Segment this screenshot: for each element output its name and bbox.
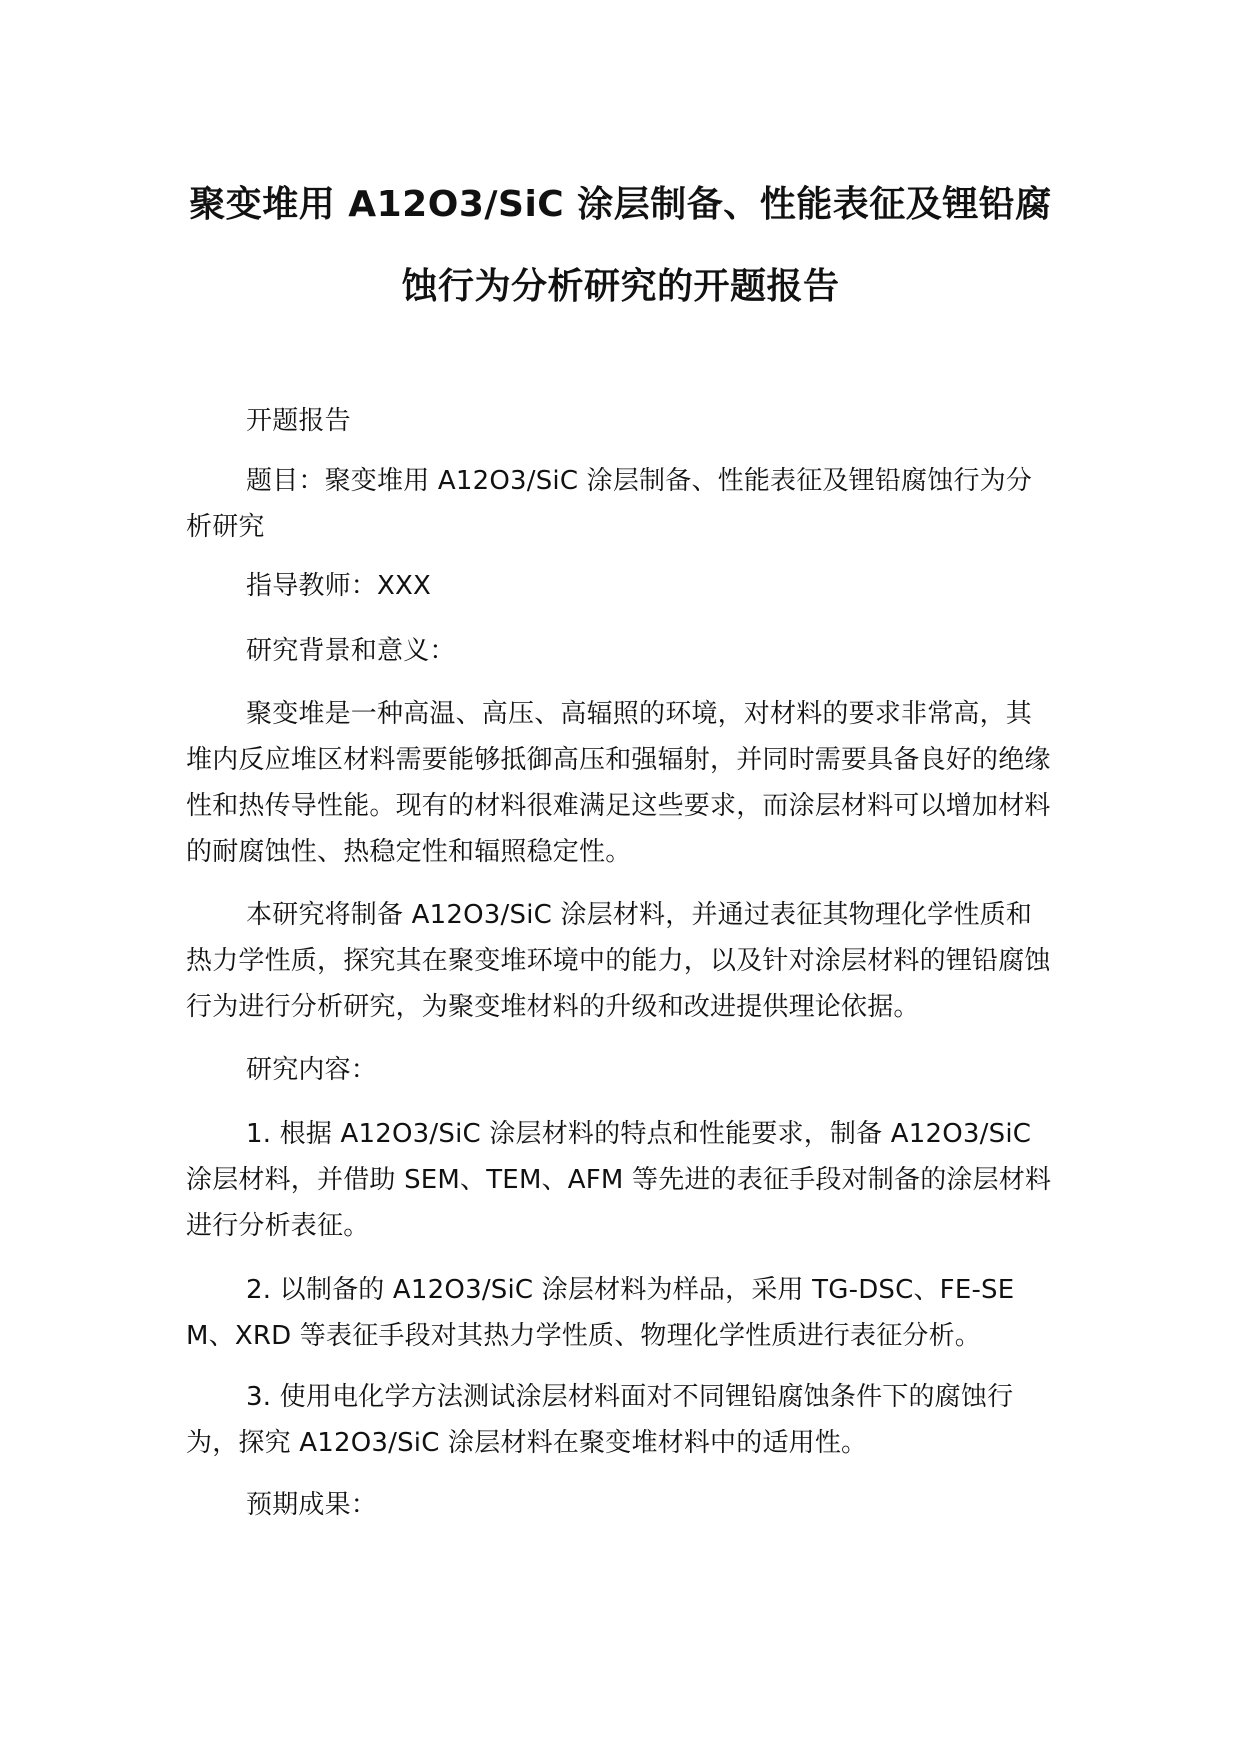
document-title-line-1: 聚变堆用 A12O3/SiC 涂层制备、性能表征及锂铅腐 [189,184,1052,225]
content-item-3: 3. 使用电化学方法测试涂层材料面对不同锂铅腐蚀条件下的腐蚀行为，探究 A12O3/SiC 涂层材料在聚变堆材料中的适用性。 [186,1382,1014,1458]
document-title-line-2: 蚀行为分析研究的开题报告 [401,266,840,307]
field-advisor: 指导教师：XXX [246,571,432,601]
content-item-2: 2. 以制备的 A12O3/SiC 涂层材料为样品，采用 TG-DSC、FE-SEM、XRD 等表征手段对其热力学性质、物理化学性质进行表征分析。 [186,1275,1015,1351]
heading-proposal-report: 开题报告 [246,406,351,436]
paragraph-background: 聚变堆是一种高温、高压、高辐照的环境，对材料的要求非常高，其堆内反应堆区材料需要能够抵御高压和强辐射，并同时需要具备良好的绝缘性和热传导性能。现有的材料很难满足这些要求，而涂层材料可以增加材料的耐腐蚀性、热稳定性和辐照稳定性。 [186,699,1051,867]
paragraph-significance: 本研究将制备 A12O3/SiC 涂层材料，并通过表征其物理化学性质和热力学性质，探究其在聚变堆环境中的能力，以及针对涂层材料的锂铅腐蚀行为进行分析研究，为聚变堆材料的升级和改进提供理论依据。 [186,900,1051,1022]
section-heading-content: 研究内容： [246,1055,378,1085]
content-item-1: 1. 根据 A12O3/SiC 涂层材料的特点和性能要求，制备 A12O3/SiC 涂层材料，并借助 SEM、TEM、AFM 等先进的表征手段对制备的涂层材料进行分析表征。 [186,1119,1052,1241]
section-heading-expected-results: 预期成果： [246,1490,378,1520]
section-heading-background: 研究背景和意义： [246,636,456,666]
field-topic: 题目：聚变堆用 A12O3/SiC 涂层制备、性能表征及锂铅腐蚀行为分析研究 [186,466,1033,542]
